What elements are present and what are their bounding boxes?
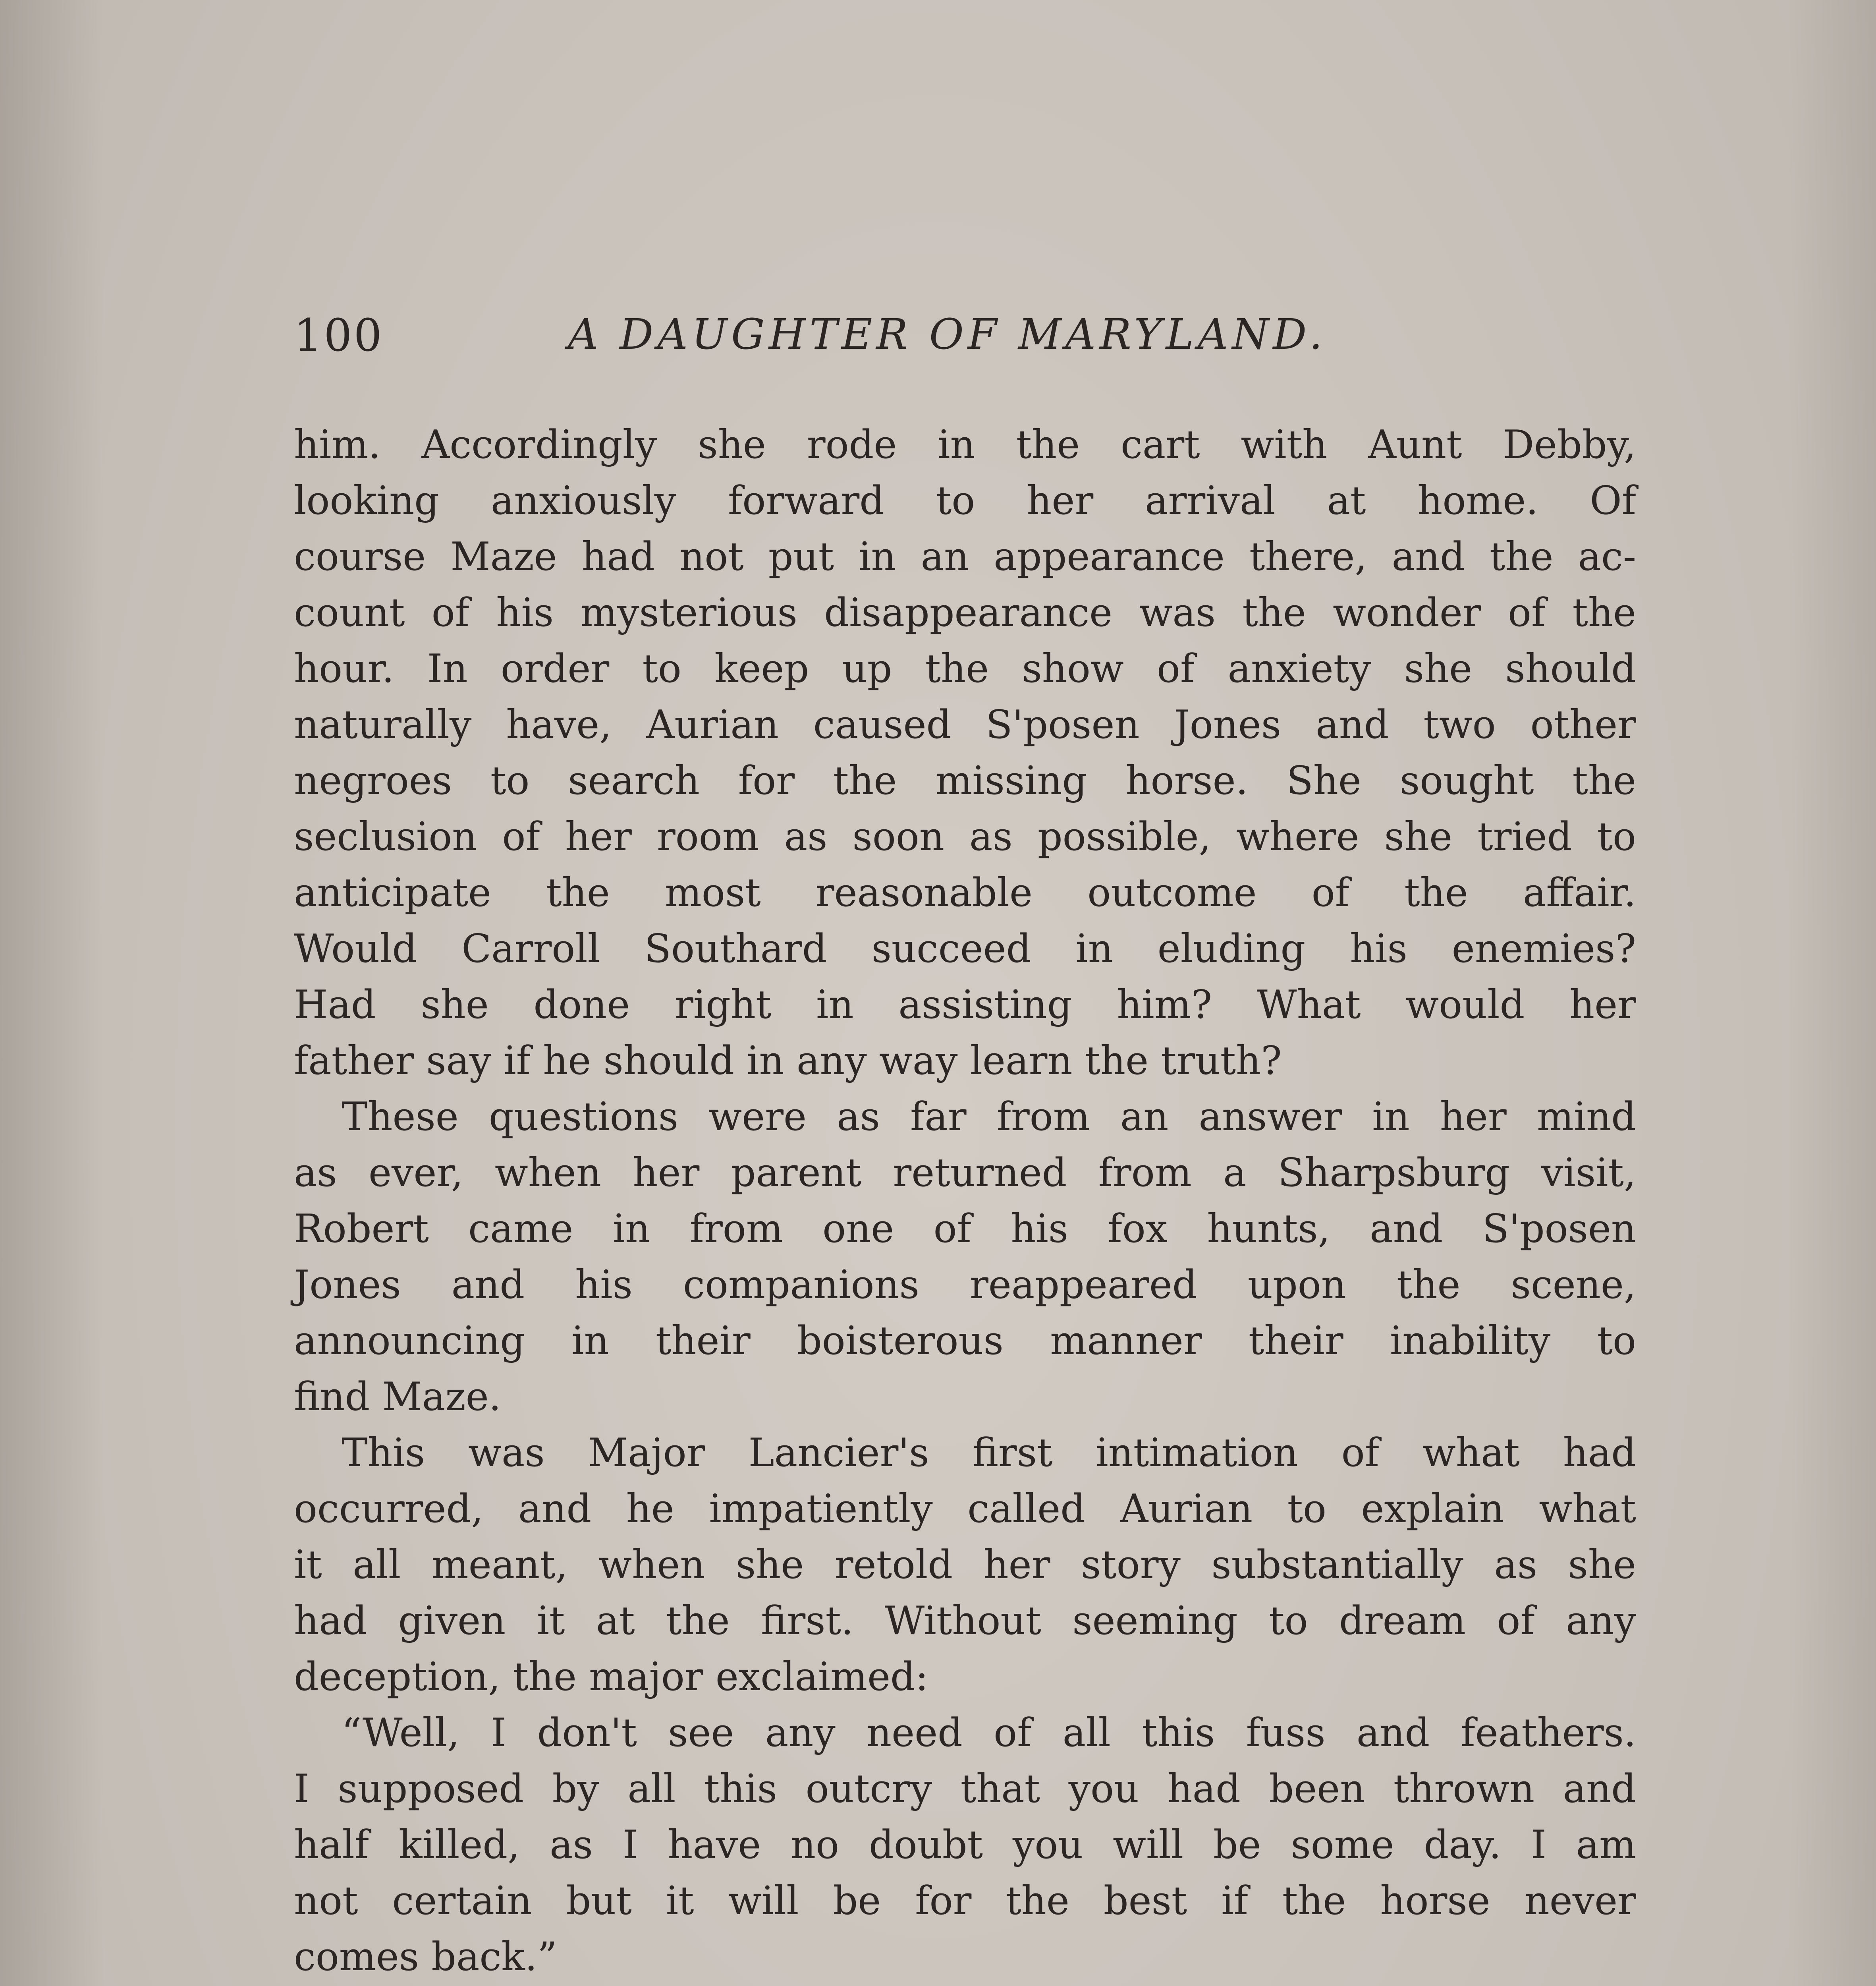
text-line: half killed, as I have no doubt you will be some day. I am bbox=[294, 1822, 1636, 1868]
text-line: This was Major Lancier's first intimation of what had bbox=[342, 1430, 1636, 1476]
text-line: Robert came in from one of his fox hunts, and S'posen bbox=[294, 1206, 1636, 1252]
text-line: announcing in their boisterous manner their inability to bbox=[294, 1318, 1636, 1364]
paragraph bbox=[294, 1705, 1636, 1985]
text-line: him. Accordingly she rode in the cart with Aunt Debby, bbox=[294, 422, 1636, 468]
text-line: looking anxiously forward to her arrival at home. Of bbox=[294, 478, 1636, 524]
text-line: Would Carroll Southard succeed in eluding his enemies? bbox=[294, 926, 1636, 972]
text-line: hour. In order to keep up the show of anxiety she should bbox=[294, 646, 1636, 692]
paragraph bbox=[294, 1425, 1636, 1705]
text-line: course Maze had not put in an appearance there, and the ac- bbox=[294, 534, 1636, 580]
text-line: anticipate the most reasonable outcome of the affair. bbox=[294, 870, 1636, 916]
paragraph bbox=[294, 1089, 1636, 1425]
paragraph bbox=[294, 417, 1636, 1089]
text-line: seclusion of her room as soon as possible, where she tried to bbox=[294, 814, 1636, 860]
page-edge-shadow-right bbox=[1789, 0, 1876, 1986]
text-line: not certain but it will be for the best if the horse never bbox=[294, 1878, 1636, 1924]
text-line: negroes to search for the missing horse. She sought the bbox=[294, 758, 1636, 804]
text-line: “Well, I don't see any need of all this fuss and feathers. bbox=[342, 1710, 1636, 1756]
text-line: Had she done right in assisting him? What would her bbox=[294, 982, 1636, 1028]
running-head bbox=[294, 294, 1652, 361]
text-line: had given it at the first. Without seeming to dream of any bbox=[294, 1598, 1636, 1644]
text-line: I supposed by all this outcry that you had been thrown and bbox=[294, 1766, 1636, 1812]
text-line: count of his mysterious disappearance was the wonder of the bbox=[294, 590, 1636, 636]
text-line: These questions were as far from an answer in her mind bbox=[342, 1094, 1636, 1140]
text-line: naturally have, Aurian caused S'posen Jones and two other bbox=[294, 702, 1636, 748]
text-line: deception, the major exclaimed: bbox=[294, 1654, 928, 1700]
page-number: 100 bbox=[294, 310, 384, 361]
body-text bbox=[294, 417, 1636, 1986]
text-line: father say if he should in any way learn the truth? bbox=[294, 1038, 1282, 1084]
text-line: find Maze. bbox=[294, 1374, 501, 1420]
book-title: A DAUGHTER OF MARYLAND. bbox=[568, 310, 1327, 359]
text-line: Jones and his companions reappeared upon the scene, bbox=[294, 1262, 1636, 1308]
page-edge-shadow-left bbox=[0, 0, 103, 1986]
text-line: occurred, and he impatiently called Aurian to explain what bbox=[294, 1486, 1636, 1532]
text-line: comes back.” bbox=[294, 1934, 557, 1980]
text-line: it all meant, when she retold her story substantially as she bbox=[294, 1542, 1636, 1588]
text-line: as ever, when her parent returned from a Sharpsburg visit, bbox=[294, 1150, 1636, 1196]
